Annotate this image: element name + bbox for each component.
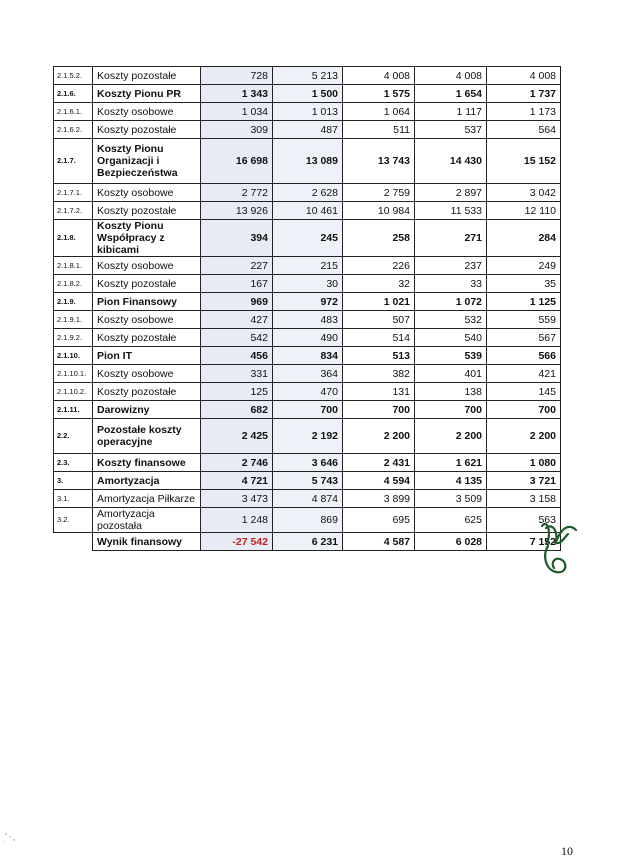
value-cell-col4: 1 072 xyxy=(415,293,487,311)
value-cell-col5: 563 xyxy=(487,508,561,533)
row-label: Koszty Pionu Organizacji i Bezpieczeństwa xyxy=(93,139,201,184)
table-row xyxy=(54,67,561,85)
value-cell-col3: 3 899 xyxy=(343,490,415,508)
value-cell-col2: 6 231 xyxy=(273,533,343,551)
row-label: Koszty osobowe xyxy=(93,257,201,275)
result-row xyxy=(54,533,561,551)
value-cell-col2: 2 192 xyxy=(273,419,343,454)
value-cell-col5: 564 xyxy=(487,121,561,139)
value-cell-col4: 271 xyxy=(415,220,487,257)
value-cell-col2: 3 646 xyxy=(273,454,343,472)
table-row xyxy=(54,365,561,383)
row-code: 2.1.7.2. xyxy=(54,202,93,220)
row-label: Koszty pozostałe xyxy=(93,383,201,401)
row-label: Amortyzacja pozostała xyxy=(93,508,201,533)
table-row xyxy=(54,454,561,472)
row-code: 2.1.6.1. xyxy=(54,103,93,121)
value-cell-col4: 4 135 xyxy=(415,472,487,490)
row-label: Koszty pozostałe xyxy=(93,202,201,220)
value-cell-col5: 2 200 xyxy=(487,419,561,454)
value-cell-col3: 695 xyxy=(343,508,415,533)
row-label: Koszty pozostałe xyxy=(93,67,201,85)
value-cell-col5: 1 125 xyxy=(487,293,561,311)
value-cell-col1: 16 698 xyxy=(201,139,273,184)
value-cell-col1: 682 xyxy=(201,401,273,419)
row-code: 2.1.9.2. xyxy=(54,329,93,347)
row-label: Darowizny xyxy=(93,401,201,419)
value-cell-col3: 131 xyxy=(343,383,415,401)
value-cell-col2: 245 xyxy=(273,220,343,257)
value-cell-col1: 331 xyxy=(201,365,273,383)
value-cell-col3: 13 743 xyxy=(343,139,415,184)
value-cell-col5: 284 xyxy=(487,220,561,257)
value-cell-col5: 7 152 xyxy=(487,533,561,551)
value-cell-col2: 2 628 xyxy=(273,184,343,202)
value-cell-col5: 559 xyxy=(487,311,561,329)
value-cell-col3: 226 xyxy=(343,257,415,275)
value-cell-col4: 237 xyxy=(415,257,487,275)
row-code: 2.1.7.1. xyxy=(54,184,93,202)
row-label: Koszty osobowe xyxy=(93,184,201,202)
table-row xyxy=(54,293,561,311)
value-cell-col4: 700 xyxy=(415,401,487,419)
value-cell-col1: 2 772 xyxy=(201,184,273,202)
value-cell-col1: 125 xyxy=(201,383,273,401)
value-cell-col5: 249 xyxy=(487,257,561,275)
value-cell-col2: 490 xyxy=(273,329,343,347)
value-cell-col5: 35 xyxy=(487,275,561,293)
value-cell-col3: 1 021 xyxy=(343,293,415,311)
table-row xyxy=(54,490,561,508)
value-cell-col5: 12 110 xyxy=(487,202,561,220)
table-row xyxy=(54,311,561,329)
value-cell-col2: 972 xyxy=(273,293,343,311)
value-cell-col5: 1 080 xyxy=(487,454,561,472)
value-cell-col2: 1 500 xyxy=(273,85,343,103)
row-code: 2.1.9.1. xyxy=(54,311,93,329)
table-row xyxy=(54,184,561,202)
value-cell-col3: 507 xyxy=(343,311,415,329)
value-cell-col2: 5 213 xyxy=(273,67,343,85)
row-code: 2.2. xyxy=(54,419,93,454)
value-cell-col5: 3 721 xyxy=(487,472,561,490)
row-code: 2.3. xyxy=(54,454,93,472)
value-cell-col5: 15 152 xyxy=(487,139,561,184)
value-cell-col3: 4 587 xyxy=(343,533,415,551)
financial-table xyxy=(53,66,561,551)
value-cell-col5: 1 737 xyxy=(487,85,561,103)
value-cell-col1: 1 248 xyxy=(201,508,273,533)
row-label: Pozostałe koszty operacyjne xyxy=(93,419,201,454)
row-label: Amortyzacja Piłkarze xyxy=(93,490,201,508)
scan-specks xyxy=(0,800,40,860)
value-cell-col1: 3 473 xyxy=(201,490,273,508)
value-cell-col1: 456 xyxy=(201,347,273,365)
value-cell-col2: 30 xyxy=(273,275,343,293)
value-cell-col1: 309 xyxy=(201,121,273,139)
value-cell-col4: 532 xyxy=(415,311,487,329)
value-cell-col2: 215 xyxy=(273,257,343,275)
value-cell-col3: 511 xyxy=(343,121,415,139)
row-code: 2.1.5.2. xyxy=(54,67,93,85)
value-cell-col5: 145 xyxy=(487,383,561,401)
value-cell-col1: 728 xyxy=(201,67,273,85)
value-cell-col4: 138 xyxy=(415,383,487,401)
row-code: 2.1.8.2. xyxy=(54,275,93,293)
row-code: 2.1.6.2. xyxy=(54,121,93,139)
value-cell-col2: 10 461 xyxy=(273,202,343,220)
row-code: 2.1.8.1. xyxy=(54,257,93,275)
value-cell-col3: 2 431 xyxy=(343,454,415,472)
table-row xyxy=(54,472,561,490)
row-label: Koszty osobowe xyxy=(93,365,201,383)
value-cell-col2: 4 874 xyxy=(273,490,343,508)
value-cell-col1: 427 xyxy=(201,311,273,329)
value-cell-col5: 566 xyxy=(487,347,561,365)
row-code xyxy=(54,533,93,551)
value-cell-col2: 869 xyxy=(273,508,343,533)
row-label: Amortyzacja xyxy=(93,472,201,490)
value-cell-col1: 2 746 xyxy=(201,454,273,472)
value-cell-col1: 227 xyxy=(201,257,273,275)
table-row xyxy=(54,139,561,184)
value-cell-col1: 13 926 xyxy=(201,202,273,220)
value-cell-col4: 6 028 xyxy=(415,533,487,551)
value-cell-col5: 421 xyxy=(487,365,561,383)
row-label: Koszty osobowe xyxy=(93,103,201,121)
value-cell-col4: 540 xyxy=(415,329,487,347)
page-number: 10 xyxy=(561,844,573,858)
value-cell-col2: 1 013 xyxy=(273,103,343,121)
value-cell-col3: 1 575 xyxy=(343,85,415,103)
value-cell-col4: 539 xyxy=(415,347,487,365)
row-code: 2.1.10.1. xyxy=(54,365,93,383)
table-row xyxy=(54,347,561,365)
value-cell-col4: 537 xyxy=(415,121,487,139)
value-cell-col5: 700 xyxy=(487,401,561,419)
value-cell-col4: 1 654 xyxy=(415,85,487,103)
row-label: Pion IT xyxy=(93,347,201,365)
value-cell-col2: 483 xyxy=(273,311,343,329)
value-cell-col4: 11 533 xyxy=(415,202,487,220)
row-code: 2.1.6. xyxy=(54,85,93,103)
value-cell-col4: 1 117 xyxy=(415,103,487,121)
value-cell-col1: 394 xyxy=(201,220,273,257)
row-code: 2.1.8. xyxy=(54,220,93,257)
row-label: Pion Finansowy xyxy=(93,293,201,311)
value-cell-col2: 700 xyxy=(273,401,343,419)
value-cell-col3: 2 200 xyxy=(343,419,415,454)
value-cell-col5: 3 158 xyxy=(487,490,561,508)
value-cell-col4: 33 xyxy=(415,275,487,293)
value-cell-col4: 1 621 xyxy=(415,454,487,472)
value-cell-col4: 625 xyxy=(415,508,487,533)
row-code: 2.1.10.2. xyxy=(54,383,93,401)
value-cell-col3: 4 594 xyxy=(343,472,415,490)
value-cell-col3: 382 xyxy=(343,365,415,383)
value-cell-col3: 514 xyxy=(343,329,415,347)
row-label: Koszty pozostałe xyxy=(93,121,201,139)
value-cell-col1: 2 425 xyxy=(201,419,273,454)
table-row xyxy=(54,121,561,139)
table-row xyxy=(54,508,561,533)
value-cell-col5: 1 173 xyxy=(487,103,561,121)
table-row xyxy=(54,202,561,220)
row-label: Koszty Pionu PR xyxy=(93,85,201,103)
value-cell-col1: 167 xyxy=(201,275,273,293)
table-row xyxy=(54,329,561,347)
row-label: Koszty pozostałe xyxy=(93,329,201,347)
row-code: 3. xyxy=(54,472,93,490)
row-code: 3.2. xyxy=(54,508,93,533)
row-code: 2.1.11. xyxy=(54,401,93,419)
value-cell-col1: 969 xyxy=(201,293,273,311)
value-cell-col5: 3 042 xyxy=(487,184,561,202)
value-cell-col1: 1 343 xyxy=(201,85,273,103)
value-cell-col1: 1 034 xyxy=(201,103,273,121)
value-cell-col2: 487 xyxy=(273,121,343,139)
value-cell-col3: 700 xyxy=(343,401,415,419)
value-cell-col2: 834 xyxy=(273,347,343,365)
value-cell-col4: 14 430 xyxy=(415,139,487,184)
row-label: Wynik finansowy xyxy=(93,533,201,551)
value-cell-col3: 1 064 xyxy=(343,103,415,121)
value-cell-col4: 2 200 xyxy=(415,419,487,454)
row-label: Koszty Pionu Współpracy z kibicami xyxy=(93,220,201,257)
value-cell-col5: 567 xyxy=(487,329,561,347)
row-label: Koszty pozostałe xyxy=(93,275,201,293)
table-row xyxy=(54,383,561,401)
value-cell-col4: 2 897 xyxy=(415,184,487,202)
value-cell-col4: 401 xyxy=(415,365,487,383)
table-row xyxy=(54,220,561,257)
value-cell-col2: 13 089 xyxy=(273,139,343,184)
value-cell-col3: 513 xyxy=(343,347,415,365)
value-cell-col1: -27 542 xyxy=(201,533,273,551)
table-row xyxy=(54,85,561,103)
value-cell-col3: 258 xyxy=(343,220,415,257)
table-row xyxy=(54,257,561,275)
row-label: Koszty osobowe xyxy=(93,311,201,329)
table-row xyxy=(54,419,561,454)
row-label: Koszty finansowe xyxy=(93,454,201,472)
value-cell-col1: 4 721 xyxy=(201,472,273,490)
financial-table-body xyxy=(54,67,561,551)
value-cell-col3: 10 984 xyxy=(343,202,415,220)
value-cell-col5: 4 008 xyxy=(487,67,561,85)
value-cell-col4: 3 509 xyxy=(415,490,487,508)
table-row xyxy=(54,103,561,121)
value-cell-col3: 32 xyxy=(343,275,415,293)
row-code: 3.1. xyxy=(54,490,93,508)
row-code: 2.1.9. xyxy=(54,293,93,311)
value-cell-col2: 5 743 xyxy=(273,472,343,490)
row-code: 2.1.7. xyxy=(54,139,93,184)
signature-mark xyxy=(536,516,584,578)
table-row xyxy=(54,275,561,293)
value-cell-col4: 4 008 xyxy=(415,67,487,85)
value-cell-col3: 4 008 xyxy=(343,67,415,85)
row-code: 2.1.10. xyxy=(54,347,93,365)
table-row xyxy=(54,401,561,419)
value-cell-col2: 470 xyxy=(273,383,343,401)
value-cell-col2: 364 xyxy=(273,365,343,383)
value-cell-col1: 542 xyxy=(201,329,273,347)
value-cell-col3: 2 759 xyxy=(343,184,415,202)
